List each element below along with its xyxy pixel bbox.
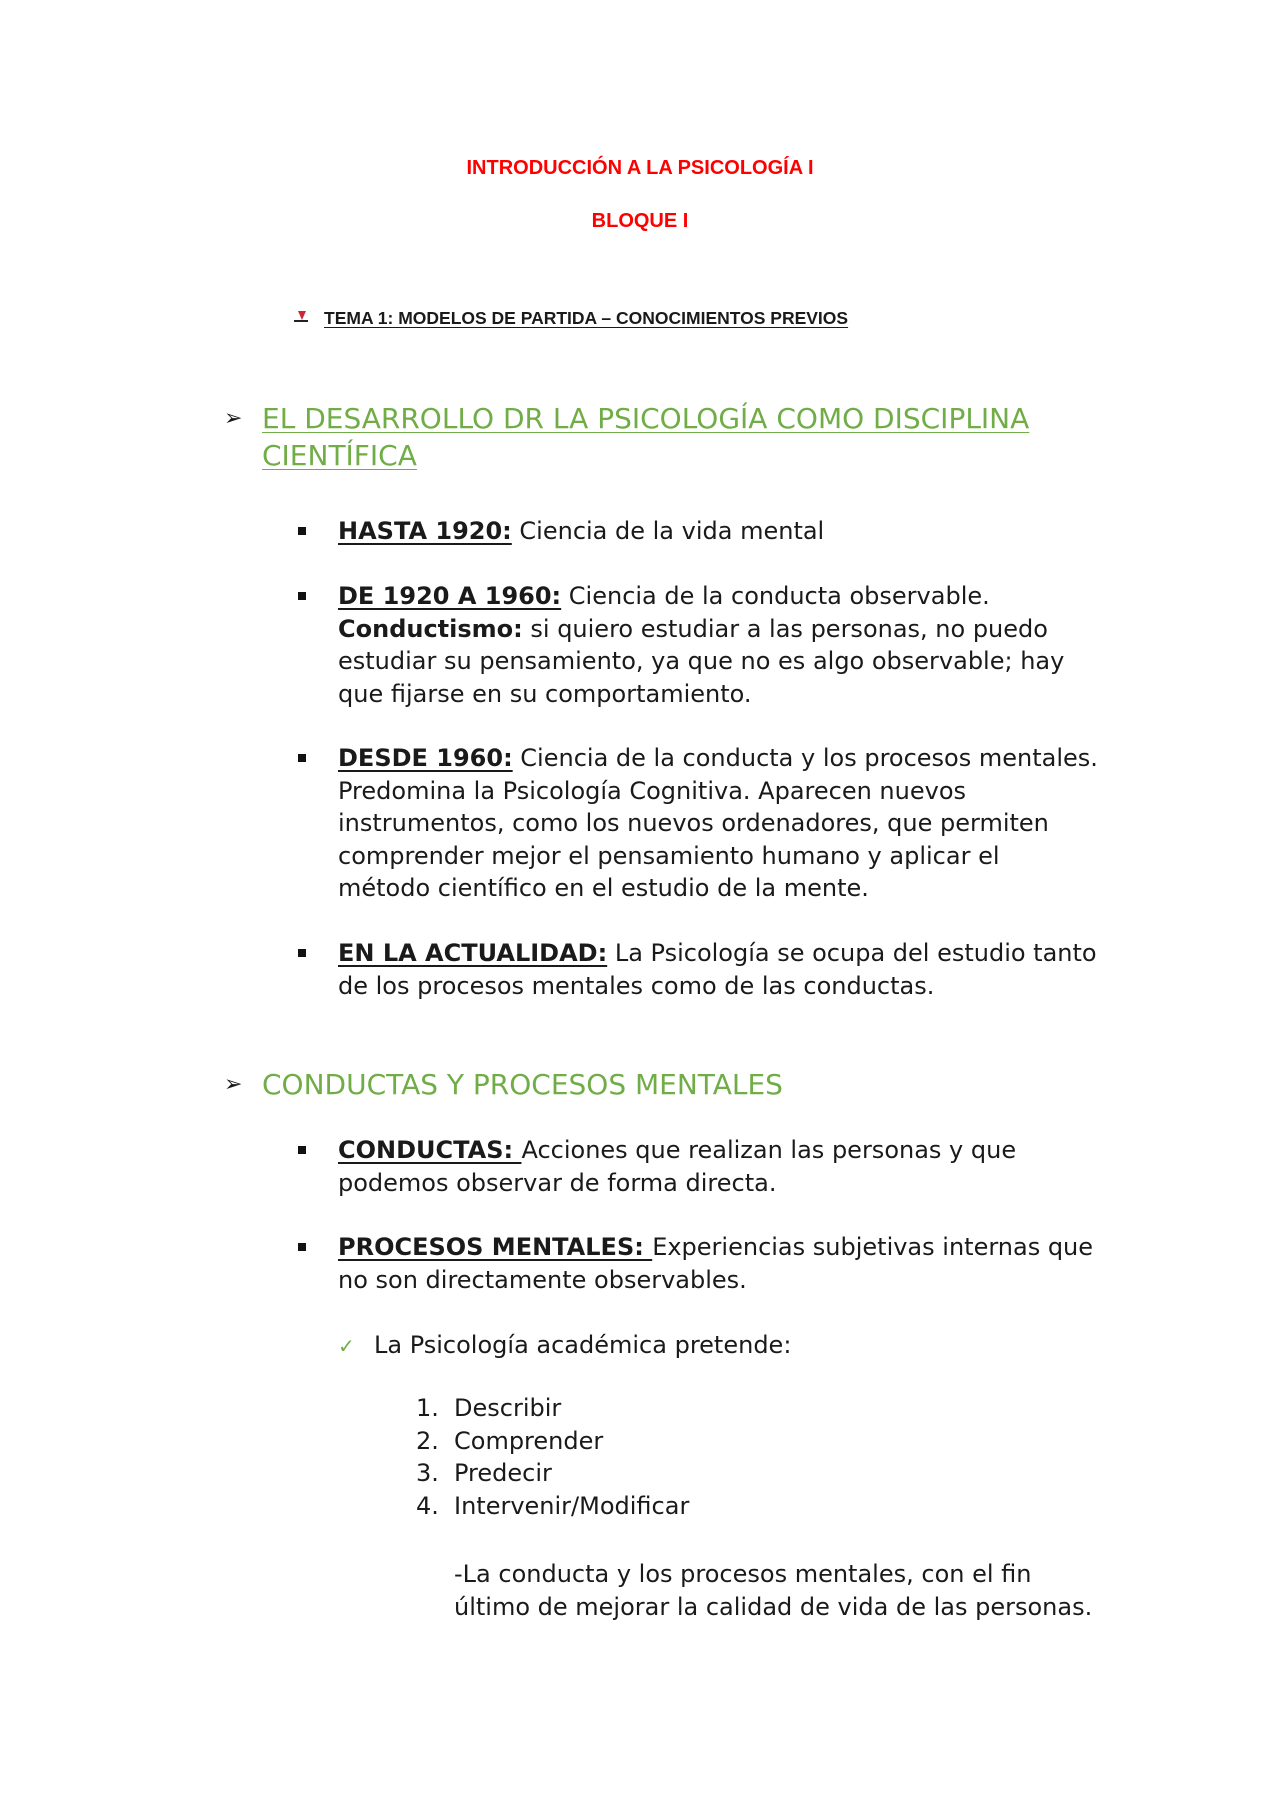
arrow-down-icon <box>294 311 308 325</box>
square-bullet-icon <box>298 527 306 535</box>
list-text: Comprender <box>454 1426 604 1455</box>
list-item <box>298 580 1098 710</box>
item-label-secondary: Conductismo: <box>338 614 523 643</box>
square-bullet-icon <box>298 754 306 762</box>
item-label: CONDUCTAS: <box>338 1136 522 1164</box>
item-text: Ciencia de la vida mental <box>511 517 825 545</box>
list-text: Predecir <box>454 1459 552 1487</box>
item-text-secondary: si quiero estudiar a las personas, no puedo estudiar su pensamiento, ya que no es algo observable; hay que fijarse en su comportamiento. <box>338 614 1065 708</box>
section-heading-2 <box>224 1066 1122 1103</box>
item-label: DE 1920 A 1960: <box>338 582 562 610</box>
list-item <box>298 742 1098 905</box>
list-item <box>416 1490 689 1523</box>
section-title: CONDUCTAS Y PROCESOS MENTALES <box>262 1068 783 1101</box>
document-title: INTRODUCCIÓN A LA PSICOLOGÍA I <box>466 157 814 179</box>
list-text: Intervenir/Modificar <box>454 1491 690 1520</box>
arrowhead-icon: ➢ <box>224 1072 243 1097</box>
item-text: La Psicología se ocupa del estudio tanto de los procesos mentales como de las conductas. <box>338 939 1097 1000</box>
list-item <box>416 1457 689 1490</box>
item-label: DESDE 1960: <box>338 744 513 772</box>
list-item <box>416 1425 689 1458</box>
section-heading-1 <box>224 400 1122 474</box>
list-item <box>298 1134 1098 1199</box>
list-item <box>298 515 1098 548</box>
item-label: HASTA 1920: <box>338 517 512 545</box>
list-number: 3. <box>416 1459 439 1487</box>
tema-heading <box>294 308 848 329</box>
item-text: Experiencias subjetivas internas que no son directamente observables. <box>338 1233 1094 1294</box>
item-text: Ciencia de la conducta observable. <box>561 582 990 610</box>
check-text: La Psicología académica pretende: <box>374 1331 792 1359</box>
block-title: BLOQUE I <box>591 210 689 232</box>
item-label: EN LA ACTUALIDAD: <box>338 939 608 967</box>
list-item <box>298 1231 1098 1296</box>
item-text: Acciones que realizan las personas y que podemos observar de forma directa. <box>338 1136 1017 1197</box>
final-paragraph: -La conducta y los procesos mentales, con el fin último de mejorar la calidad de vida de las personas. <box>454 1560 1093 1621</box>
square-bullet-icon <box>298 1146 306 1154</box>
checkmark-icon: ✓ <box>338 1334 355 1358</box>
square-bullet-icon <box>298 1243 306 1251</box>
arrowhead-icon: ➢ <box>224 406 243 431</box>
tema-text: TEMA 1: MODELOS DE PARTIDA – CONOCIMIENTOS PREVIOS <box>324 308 849 328</box>
square-bullet-icon <box>298 949 306 957</box>
check-item <box>338 1329 791 1363</box>
list-text: Describir <box>454 1394 562 1422</box>
item-text: Ciencia de la conducta y los procesos mentales. Predomina la Psicología Cognitiva. Aparecen nuevos instrumentos, como los nuevos ordenadores, que permiten comprender mejor el pensamiento humano y aplicar el método científico en el estudio de la mente. <box>338 744 1098 902</box>
list-item <box>298 937 1098 1002</box>
list-number: 2. <box>416 1426 439 1455</box>
item-label: PROCESOS MENTALES: <box>338 1233 653 1261</box>
list-number: 1. <box>416 1394 439 1422</box>
square-bullet-icon <box>298 592 306 600</box>
section-title: EL DESARROLLO DR LA PSICOLOGÍA COMO DISCIPLINA CIENTÍFICA <box>262 402 1030 472</box>
numbered-list <box>416 1392 689 1522</box>
list-number: 4. <box>416 1491 439 1520</box>
list-item <box>416 1392 689 1425</box>
